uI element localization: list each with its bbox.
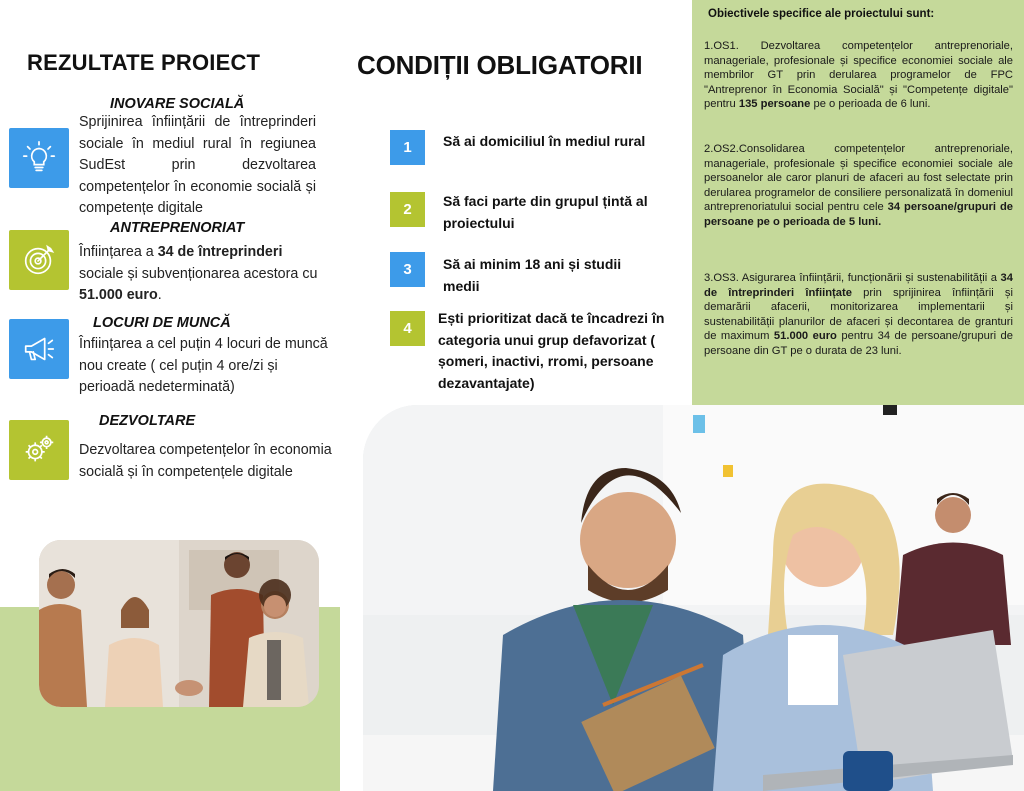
team-handshake-photo [39,540,319,707]
result-heading-entrepreneurship: ANTREPRENORIAT [110,220,245,236]
companies-count: 34 de întreprinderi [157,244,283,260]
objectives-panel [692,0,1024,407]
condition-text-2: Să faci parte din grupul țintă al proiectului [443,193,648,231]
lightbulb-icon [9,128,69,188]
condition-text-3: Să ai minim 18 ani și studii medii [443,256,622,294]
result-text-social-innovation: Sprijinirea înființării de întreprinderi sociale în mediul rural în regiunea SudEst prin dezvoltarea competențelor în economie socială și competențe digitale [79,114,316,216]
condition-number-3: 3 [390,252,425,287]
conditions-title: CONDIȚII OBLIGATORII [357,50,643,80]
result-heading-social-innovation: INOVARE SOCIALĂ [110,96,245,112]
office-team-photo [363,405,1024,791]
result-heading-jobs: LOCURI DE MUNCĂ [93,315,231,331]
objective-os3: 3.OS3. Asigurarea înființării, funcționării și sustenabilității a 34 de întreprinderi înființate prin sprijinirea înființării și demarării afacerii, monitorizarea implementarii și sustenabilității planurilor de afaceri și decontarea de granturi de maximum 51.000 euro pentru 34 de persoane/grupuri de persoane din GT pe o durata de 23 luni. [704,272,1013,357]
results-title: REZULTATE PROIECT [27,50,261,75]
result-text-entrepreneurship: Înființarea a 34 de întreprinderi sociale și subvenționarea acestora cu 51.000 euro. [79,244,318,303]
subsidy-amount: 51.000 euro [79,287,158,303]
result-heading-development: DEZVOLTARE [99,413,196,429]
condition-number-2: 2 [390,192,425,227]
gears-icon [9,420,69,480]
result-text-development: Dezvoltarea competențelor în economia socială și în competențele digitale [79,442,332,480]
objective-os2: 2.OS2.Consolidarea competențelor antreprenoriale, manageriale, profesionale și specifice economiei sociale ale persoanelor ale caror planuri de afaceri au fost selectate prin derularea programelor de consiliere personalizată în domeniul antreprenoriatului social pentru cele 34 persoane/grupuri de persoane pe o perioada de 5 luni. [704,143,1013,228]
megaphone-icon [9,319,69,379]
result-text-jobs: Înființarea a cel puțin 4 locuri de muncă nou create ( cel puțin 4 ore/zi și perioadă nedeterminată) [79,336,328,395]
condition-number-4: 4 [390,311,425,346]
condition-number-1: 1 [390,130,425,165]
condition-text-4: Ești prioritizat dacă te încadrezi în categoria unui grup defavorizat ( șomeri, inactivi, rromi, persoane dezavantajate) [438,310,665,391]
objective-os1: 1.OS1. Dezvoltarea competențelor antreprenoriale, manageriale, profesionale și specifice economiei sociale ale membrilor GT prin derularea programelor de FPC "Antreprenor în Economia Socială" și "Competențe digitale" pentru 135 persoane pe o perioada de 6 luni. [704,40,1013,111]
condition-text-1: Să ai domiciliul în mediul rural [443,133,646,149]
target-icon [9,230,69,290]
objectives-heading: Obiectivele specifice ale proiectului sunt: [708,8,935,20]
